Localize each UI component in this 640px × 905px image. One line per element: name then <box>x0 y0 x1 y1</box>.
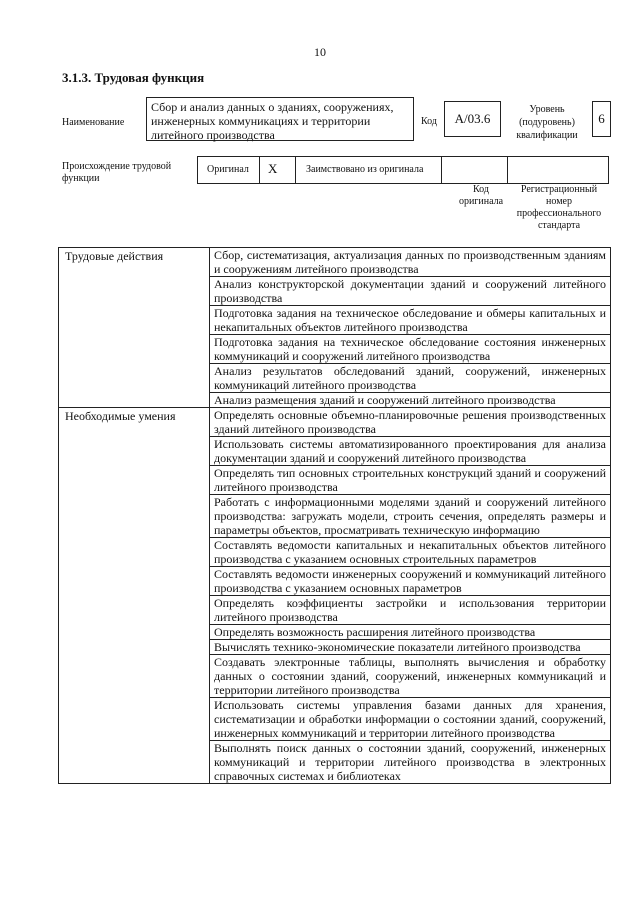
required-skills-item: Использовать системы автоматизированного проектирования для анализа документации зданий и сооружений литейного производства <box>210 437 611 466</box>
required-skills-item: Выполнять поиск данных о состоянии зданий, сооружений, инженерных коммуникаций и территории литейного производства в электронных справочных системах и библиотеках <box>210 741 611 784</box>
labor-actions-item: Сбор, систематизация, актуализация данных по производственным зданиям и сооружениям литейного производства <box>210 248 611 277</box>
required-skills-heading: Необходимые умения <box>59 408 210 784</box>
origin-label: Происхождение трудовой функции <box>62 161 172 184</box>
original-mark-cell <box>260 157 296 183</box>
function-name-box: Сбор и анализ данных о зданиях, сооружениях, инженерных коммуникациях и территории литейного производства <box>146 97 414 141</box>
required-skills-item: Определять тип основных строительных конструкций зданий и сооружений литейного производства <box>210 466 611 495</box>
function-details-table <box>58 247 611 784</box>
required-skills-item: Работать с информационными моделями зданий и сооружений литейного производства: загружать модели, строить сечения, определять размеры и параметры объектов, просматривать техническую информацию <box>210 495 611 538</box>
section-title: 3.1.3. Трудовая функция <box>62 70 205 85</box>
labor-actions-item: Подготовка задания на техническое обследование состояния инженерных коммуникаций и сооружений литейного производства <box>210 335 611 364</box>
required-skills-item: Составлять ведомости инженерных сооружений и коммуникаций литейного производства с указанием основных параметров <box>210 567 611 596</box>
origin-row <box>197 156 609 184</box>
original-code-caption: Код оригинала <box>458 184 504 207</box>
qualification-level-box: 6 <box>592 101 611 137</box>
registration-number-caption: Регистрационный номер профессионального стандарта <box>516 184 602 231</box>
required-skills-item: Определять основные объемно-планировочные решения производственных зданий литейного производства <box>210 408 611 437</box>
table-row <box>59 248 611 277</box>
borrowed-label: Заимствовано из оригинала <box>306 164 424 175</box>
labor-actions-heading: Трудовые действия <box>59 248 210 408</box>
qualification-level-label: Уровень (подуровень) квалификации <box>516 104 578 141</box>
required-skills-item: Определять коэффициенты застройки и использования территории литейного производства <box>210 596 611 625</box>
required-skills-item: Составлять ведомости капитальных и некапитальных объектов литейного производства с указанием основных строительных параметров <box>210 538 611 567</box>
name-label: Наименование <box>62 117 125 128</box>
required-skills-item: Вычислять технико-экономические показатели литейного производства <box>210 640 611 655</box>
labor-actions-item: Подготовка задания на техническое обследование и обмеры капитальных и некапитальных объектов литейного производства <box>210 306 611 335</box>
original-label: Оригинал <box>207 164 249 175</box>
labor-actions-item: Анализ конструкторской документации зданий и сооружений литейного производства <box>210 277 611 306</box>
original-mark: X <box>268 161 278 176</box>
code-value-box: A/03.6 <box>444 101 501 137</box>
labor-actions-item: Анализ размещения зданий и сооружений литейного производства <box>210 393 611 408</box>
page-number: 10 <box>314 45 326 59</box>
original-code-cell <box>442 157 508 183</box>
required-skills-item: Определять возможность расширения литейного производства <box>210 625 611 640</box>
required-skills-item: Использовать системы управления базами данных для хранения, систематизации и обработки информации о состоянии зданий, сооружений, инженерных коммуникаций и территории литейного производства <box>210 698 611 741</box>
required-skills-item: Создавать электронные таблицы, выполнять вычисления и обработку данных о состоянии зданий, сооружений, инженерных коммуникаций и территории литейного производства <box>210 655 611 698</box>
registration-number-cell <box>508 157 608 183</box>
table-row <box>59 408 611 437</box>
code-label: Код <box>421 116 437 127</box>
labor-actions-item: Анализ результатов обследований зданий, сооружений, инженерных коммуникаций литейного производства <box>210 364 611 393</box>
